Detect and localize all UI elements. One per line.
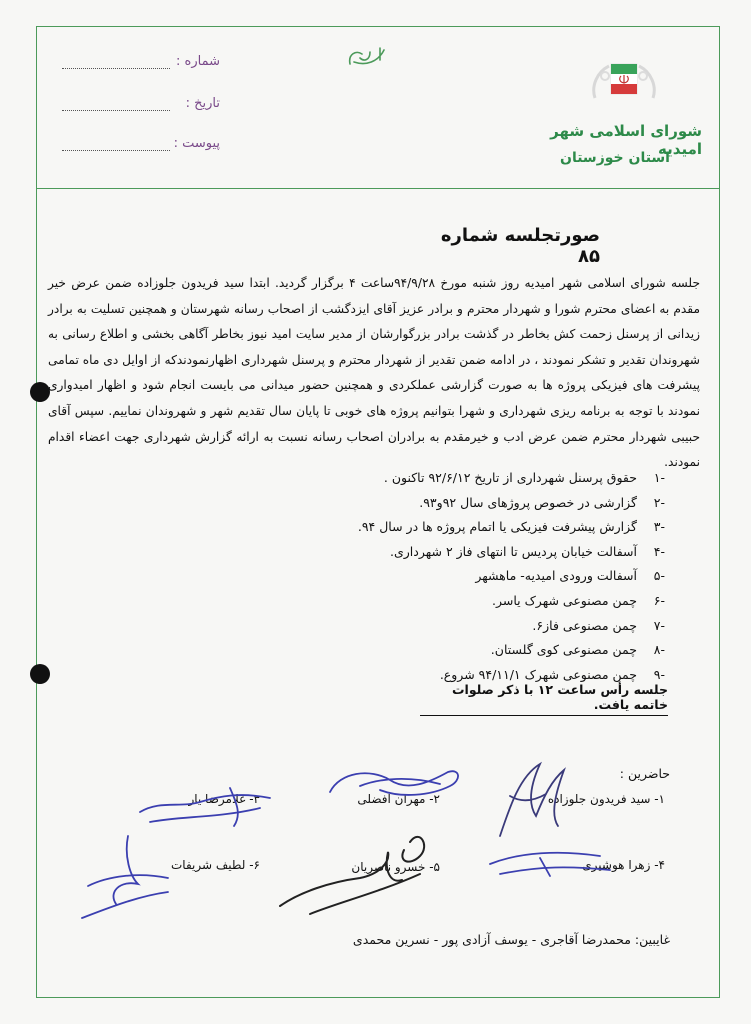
attendee-4: ۴- زهرا هوشیری <box>582 858 665 872</box>
bismillah-calligraphy <box>340 42 390 72</box>
list-item: -۸چمن مصنوعی کوی گلستان. <box>490 642 665 658</box>
list-item: -۴آسفالت خیابان پردیس تا انتهای فاز ۲ شهرداری. <box>390 543 665 559</box>
attendee-6: ۶- لطیف شریفات <box>171 858 260 872</box>
attendee-1: ۱- سید فریدون جلوزاده <box>547 792 665 806</box>
page-title: صورتجلسه شماره ۸۵ <box>440 225 600 267</box>
report-items-list <box>357 466 665 687</box>
absentees: غایبین: محمدرضا آقاجری - یوسف آزادی پور - نسرین محمدی <box>352 932 670 947</box>
number-label: شماره : <box>176 54 220 69</box>
meeting-minutes-body: جلسه شورای اسلامی شهر امیدیه روز شنبه مورخ ۹۴/۹/۲۸ساعت ۴ برگزار گردید. ابتدا سید فریدون جلوزاده ضمن عرض خیر مقدم به اعضای محترم شورا و شهردار محترم و برادر عزیز آقای ایزدگشب از اصحاب رسانه شهرستان و همچنین تسلیت به برادر زیدانی از پرسنل زحمت کش بخاطر در گذشت برادر بزرگوارشان از مدیر سایت امید نیوز بخاطر آگاهی بخشی و اطلاع رسانی به شهروندان تقدیر و تشکر نمودند ، در ادامه ضمن تقدیر از شهردار محترم و پرسنل شهرداری اظهارنمودندکه از اوایل دی ماه تمامی پیشرفت های فیزیکی پروژه ها به صورت گزارشی عملکردی و همچنین حضور میدانی می بایست انجام شود و اظهار امیدواری نمودند با توجه به برنامه ریزی شهرداری و شهرا بتوانیم پروژه های خوبی تا پایان سال تقدیم شهر و شهروندان نماییم. سپس آقای حبیبی شهردار محترم ضمن عرض ادب و خیرمقدم به برادران اصحاب رسانه نسبت به ارائه گزارش شهرداری جهت اعضاء اقدام نمودند. <box>48 276 700 470</box>
list-item: -۹چمن مصنوعی شهرک ۹۴/۱۱/۱ شروع. <box>439 666 665 682</box>
council-name: شورای اسلامی شهر امیدیه <box>550 122 702 158</box>
punch-hole-top <box>30 382 50 402</box>
signature-2 <box>320 762 470 812</box>
list-item: -۶چمن مصنوعی شهرک یاسر. <box>492 592 665 608</box>
attendee-5: ۵- خسرو ناصریان <box>351 860 440 874</box>
attendees-label: حاضرین : <box>619 766 670 781</box>
attachment-label: پیوست : <box>173 136 220 151</box>
list-item: -۷چمن مصنوعی فاز۶. <box>532 617 665 633</box>
attachment-field-line <box>62 150 170 151</box>
date-field-line <box>62 110 170 111</box>
attendee-3: ۳- غلامرضا یار <box>188 792 260 806</box>
signature-4 <box>480 844 620 884</box>
list-item: -۱حقوق پرسنل شهرداری از تاریخ ۹۲/۶/۱۲ تاکنون . <box>383 470 665 485</box>
signature-1 <box>480 756 580 846</box>
attendee-2: ۲- مهران افضلی <box>357 792 440 806</box>
closing-statement: جلسه رأس ساعت ۱۲ با ذکر صلوات خاتمه یافت. <box>420 682 668 716</box>
list-item: -۳گزارش پیشرفت فیزیکی یا اتمام پروژه ها در سال ۹۴. <box>357 519 665 535</box>
list-item: -۲گزارشی در خصوص پروژهای سال ۹۲و۹۳. <box>419 494 665 510</box>
province-name: استان خوزستان <box>560 150 670 166</box>
iran-emblem-icon <box>585 56 663 106</box>
signature-6 <box>68 826 188 926</box>
date-label: تاریخ : <box>185 96 220 111</box>
signature-5 <box>270 822 440 922</box>
list-item: -۵آسفالت ورودی امیدیه- ماهشهر <box>475 568 665 584</box>
header-divider <box>36 188 720 189</box>
punch-hole-bottom <box>30 664 50 684</box>
number-field-line <box>62 68 170 69</box>
